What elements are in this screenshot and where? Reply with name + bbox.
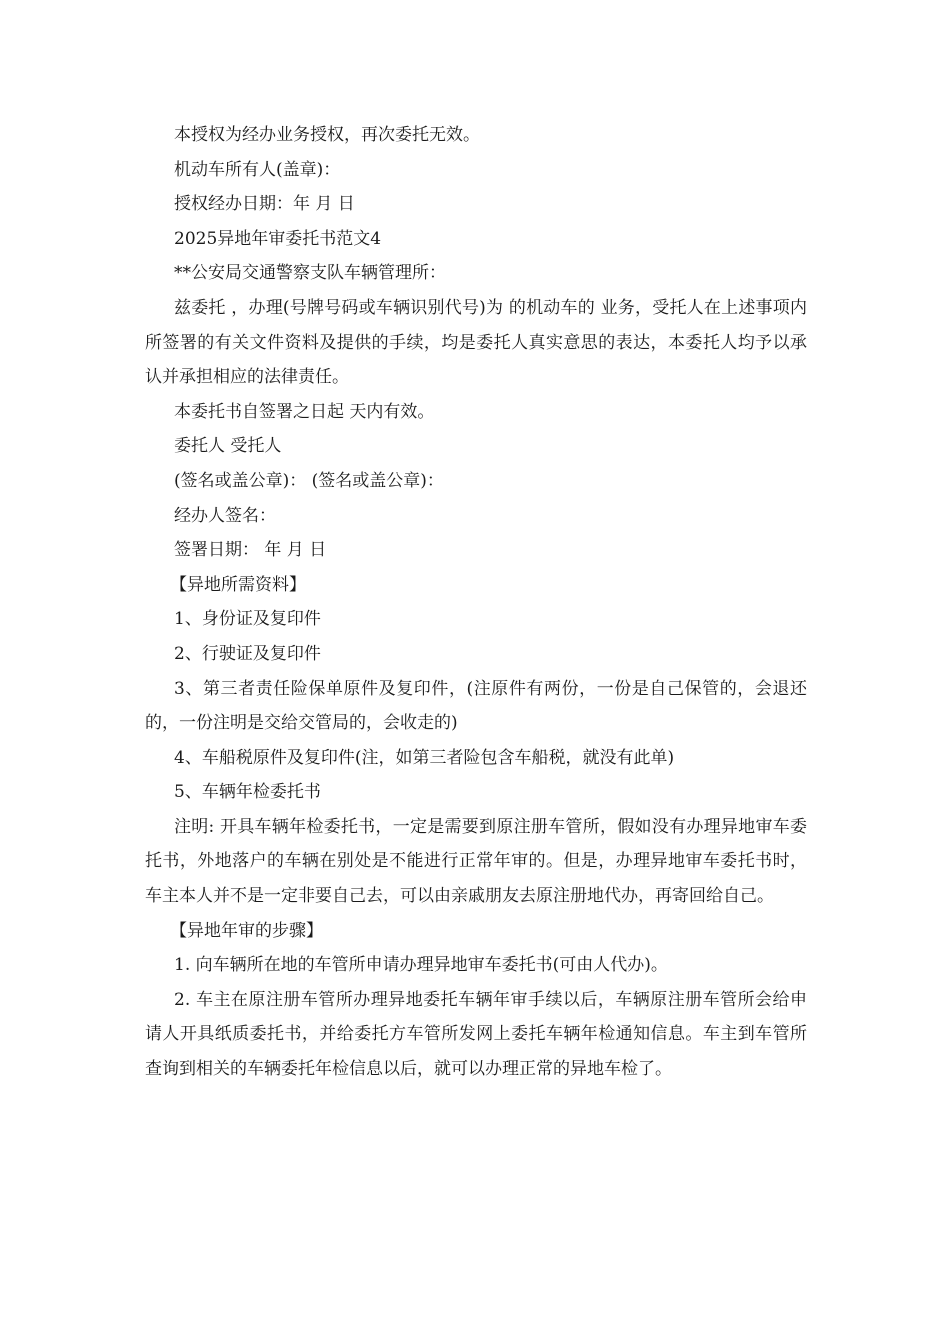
paragraph-authorization-date: 授权经办日期：年 月 日 — [174, 194, 355, 215]
list-item-vehicle-tax: 4、车船税原件及复印件(注，如第三者险包含车船税，就没有此单) — [174, 747, 675, 768]
list-item-inspection-entrustment: 5、车辆年检委托书 — [174, 782, 321, 803]
paragraph-note: 注明: 开具车辆年检委托书，一定是需要到原注册车管所，假如没有办理异地审车委托书，外地落户的车辆在别处是不能进行正常年审的。但是，办理异地审车委托书时，车主本人并不是一定非要自己去，可以由亲戚朋友去原注册地代办，再寄回给自己。 — [145, 816, 807, 907]
paragraph-principal-agent: 委托人 受托人 — [174, 436, 282, 457]
paragraph-handler-signature: 经办人签名： — [174, 505, 276, 526]
paragraph-authorization-note: 本授权为经办业务授权，再次委托无效。 — [174, 125, 480, 145]
list-item-insurance-policy: 3、第三者责任险保单原件及复印件，(注原件有两份，一份是自己保管的，会退还的，一份注明是交给交管局的，会收走的) — [145, 678, 807, 734]
paragraph-signing-date: 签署日期： 年 月 日 — [174, 540, 327, 561]
document-page — [145, 118, 807, 1087]
paragraph-validity: 本委托书自签署之日起 天内有效。 — [174, 401, 435, 422]
section-title-sample-4: 2025异地年审委托书范文4 — [174, 228, 382, 249]
paragraph-signature-seal: (签名或盖公章)： (签名或盖公章)： — [174, 470, 444, 491]
paragraph-entrustment-body: 兹委托 ，办理(号牌号码或车辆识别代号)为 的机动车的 业务，受托人在上述事项内所签署的有关文件资料及提供的手续，均是委托人真实意思的表达，本委托人均予以承认并承担相应的法律责任。 — [145, 297, 807, 388]
step-item-2: 2. 车主在原注册车管所办理异地委托车辆年审手续以后，车辆原注册车管所会给申请人开具纸质委托书，并给委托方车管所发网上委托车辆年检通知信息。车主到车管所查询到相关的车辆委托年检信息以后，就可以办理正常的异地车检了。 — [145, 989, 807, 1080]
list-item-driving-license: 2、行驶证及复印件 — [174, 643, 321, 664]
list-item-id-card: 1、身份证及复印件 — [174, 609, 321, 630]
heading-required-materials: 【异地所需资料】 — [170, 574, 306, 595]
heading-annual-inspection-steps: 【异地年审的步骤】 — [170, 920, 323, 941]
paragraph-addressee: **公安局交通警察支队车辆管理所： — [174, 263, 446, 284]
paragraph-vehicle-owner-seal: 机动车所有人(盖章)： — [174, 159, 341, 180]
step-item-1: 1. 向车辆所在地的车管所申请办理异地审车委托书(可由人代办)。 — [174, 955, 668, 976]
